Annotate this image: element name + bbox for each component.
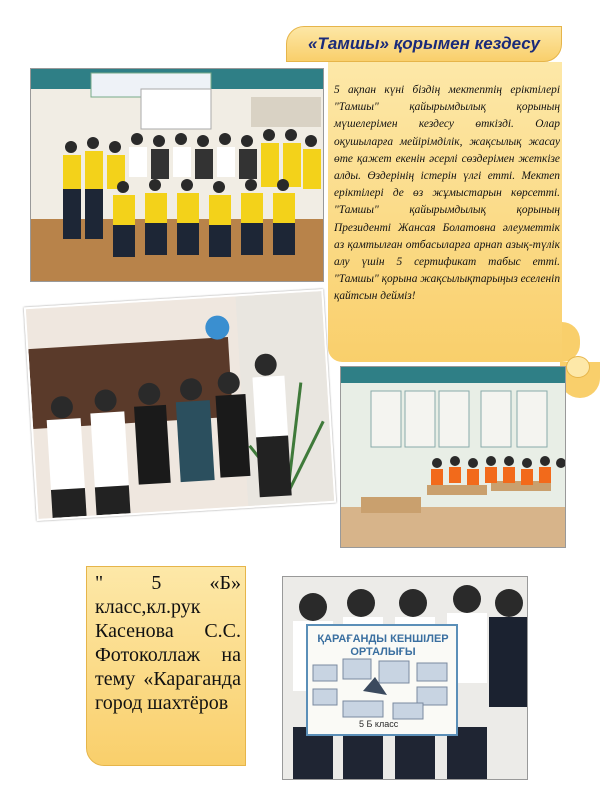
page-title: «Тамшы» қорымен кездесу: [308, 34, 540, 53]
classroom-photo: [340, 366, 566, 548]
poster-title: ҚАРАҒАНДЫ КЕНШІЛЕР ОРТАЛЫҒЫ: [317, 633, 449, 658]
poster-photo-image: [283, 577, 528, 780]
poster-photo: [282, 576, 528, 780]
group-photo-volunteers-image: [31, 69, 324, 282]
classroom-photo-image: [341, 367, 566, 548]
banner-curl-decoration: [560, 362, 600, 398]
article-text: 5 ақпан күні біздің мектептің еріктілері "Тамшы" қайырымдылық қорының мүшелерімен кездесу өткізді. Олар оқушыларға мейірімділік, жақсылық жасау өте қажет екенін әсерлі сөздерімен жеткізе алды. Өздерінің істерін үлгі етті. Мектеп еріктілері де өз жұмыстарын көрсетті. "Тамшы" қайырымдылық қорының Президенті Жансая Болатовна әлеуметтік аз қамтылған отбасыларға арнап азық-түлік алу үшін 5 сертификат табыс етті. "Тамшы" қорына жақсылықтарыңыз еселеніп қайтсын дейміз!: [334, 84, 561, 303]
guests-photo-image: [26, 291, 334, 519]
group-photo-volunteers: [30, 68, 324, 282]
caption-text: " 5 «Б» класс,кл.рук Касенова С.С. Фотоколлаж на тему «Караганда город шахтёров: [95, 572, 241, 714]
guests-photo: [24, 289, 337, 521]
caption-card: [86, 566, 246, 766]
poster-class-label: 5 Б класс: [359, 719, 399, 729]
title-banner: [286, 26, 562, 62]
